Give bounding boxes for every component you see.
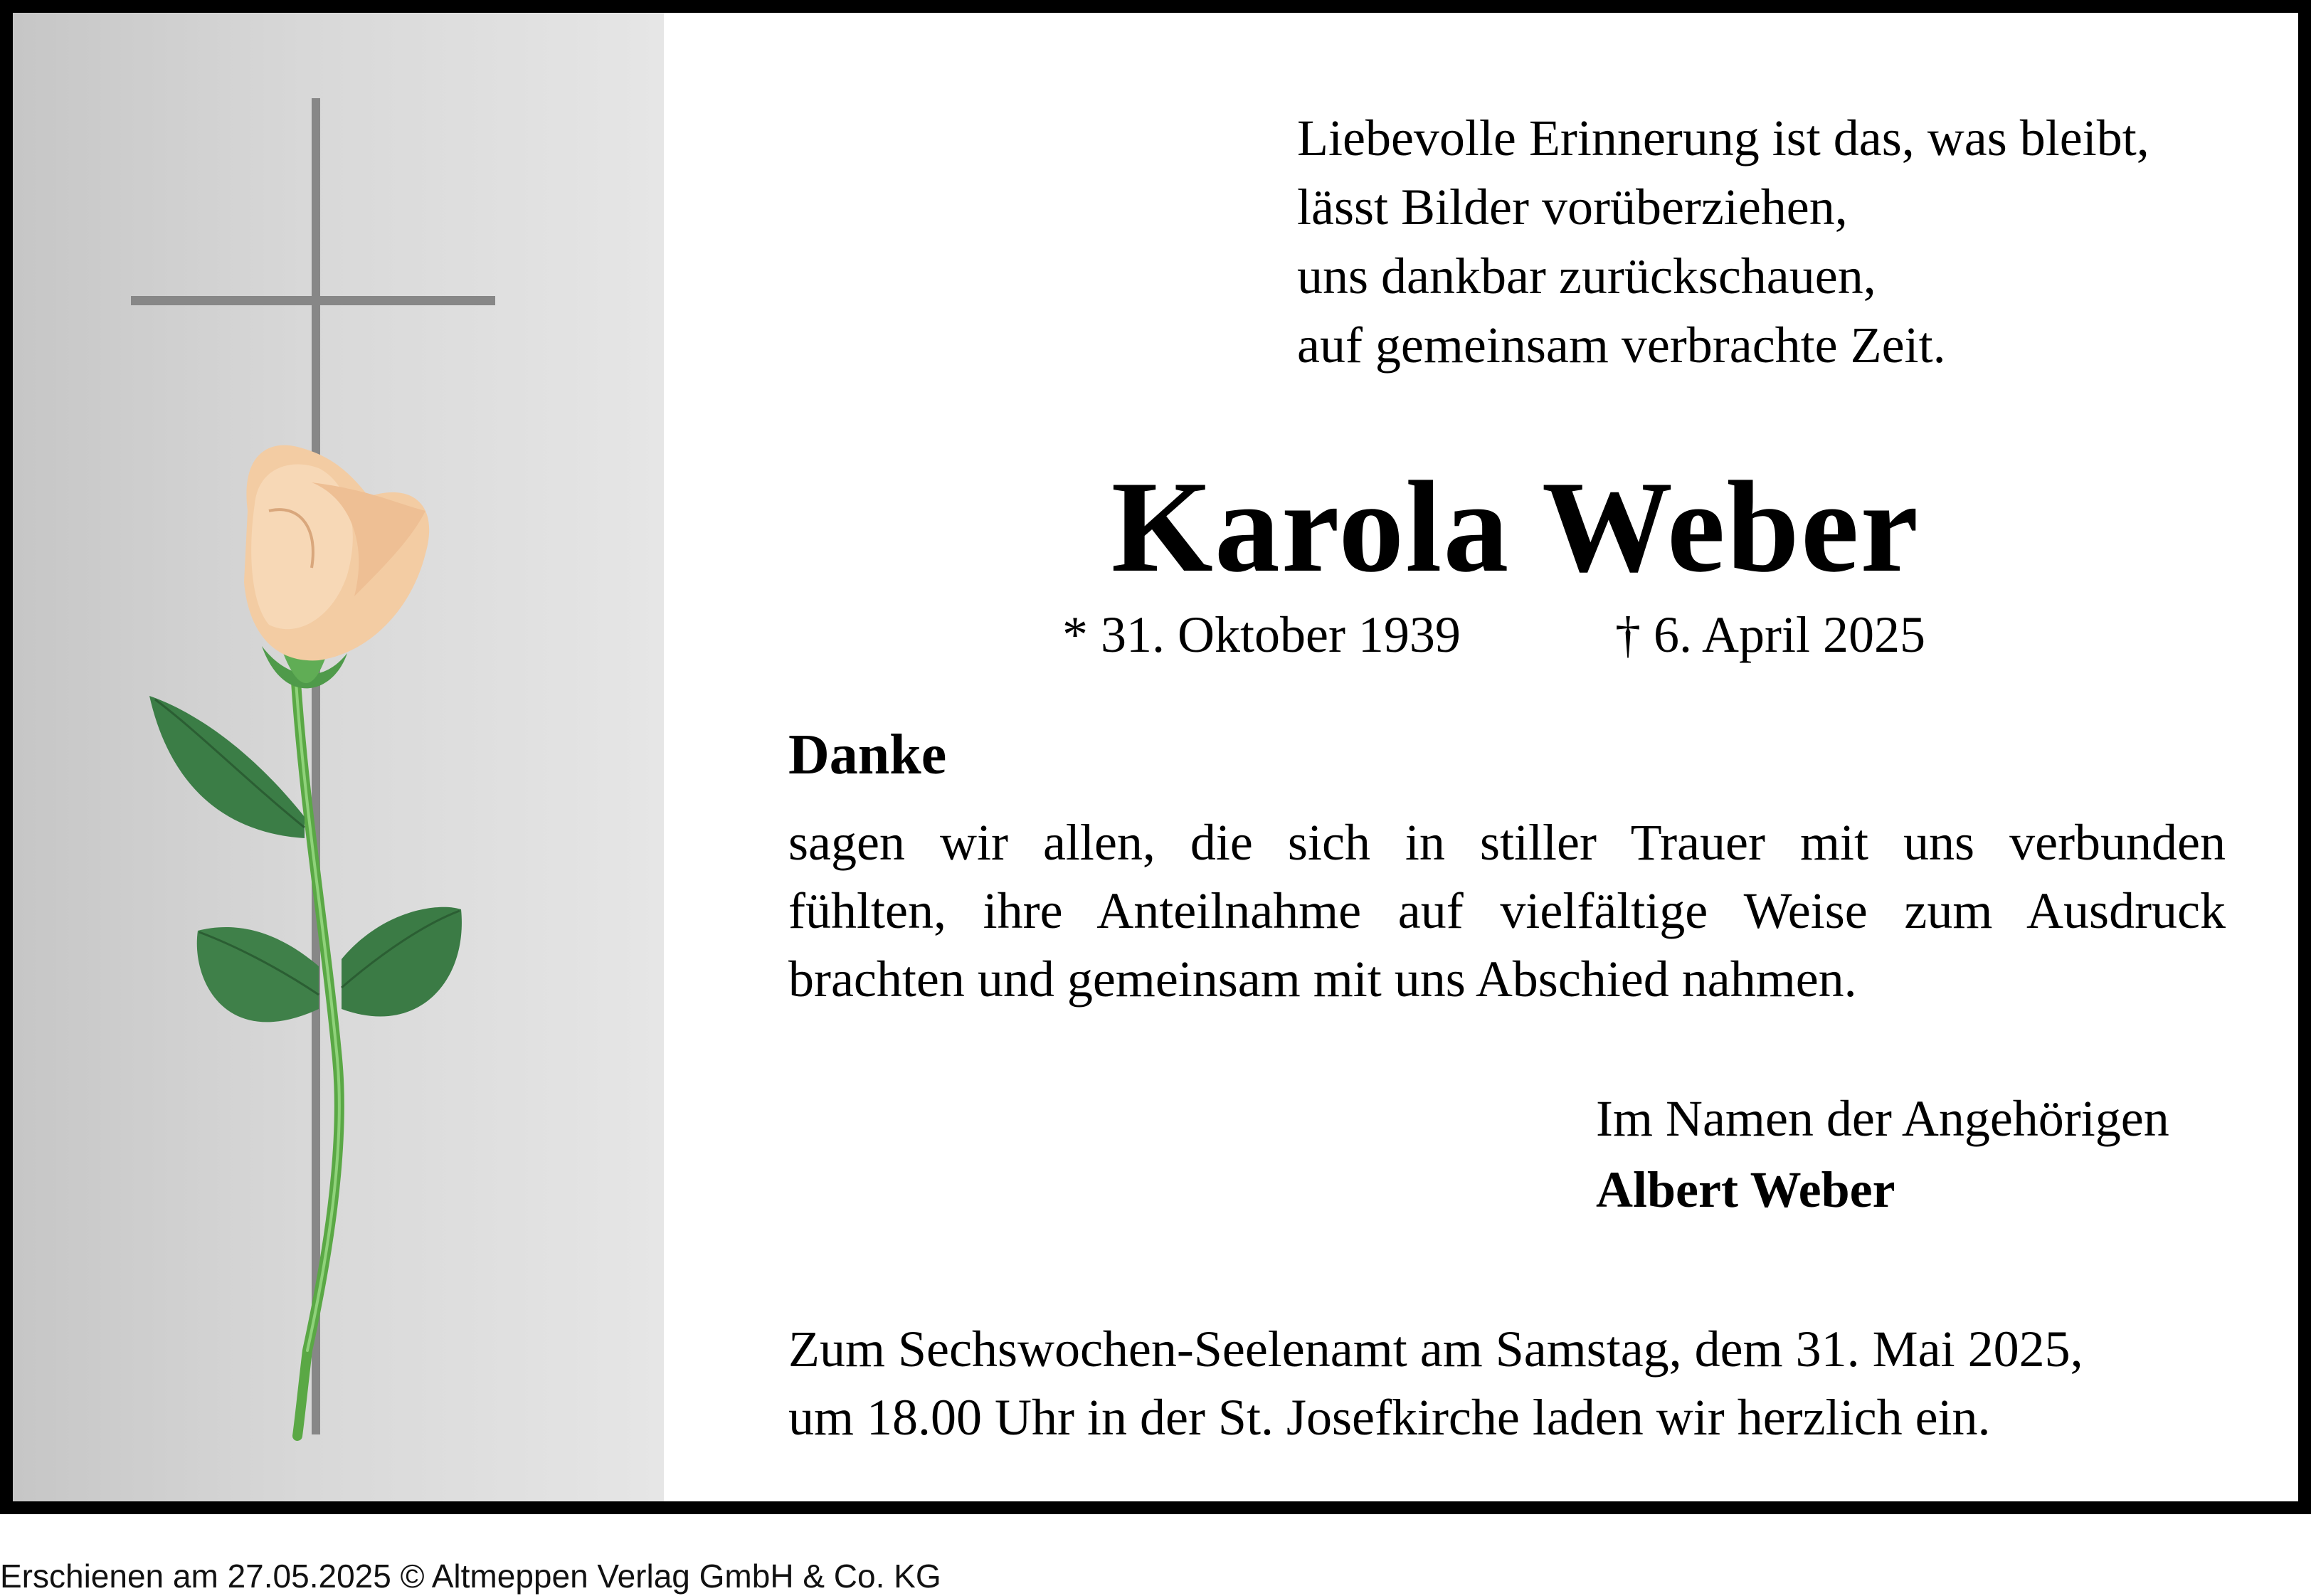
thanks-line: sagen wir allen, die sich in stiller Trauer mit uns verbunden [788,814,2226,871]
service-notice [788,1315,2226,1452]
rose-icon [149,445,462,1436]
thanks-heading: Danke [788,724,947,786]
thanks-text [788,808,2226,1013]
publication-footer: Erschienen am 27.05.2025 © Altmeppen Verlag GmbH & Co. KG [0,1558,941,1595]
memorial-poem [1297,104,2149,380]
notice-line: Zum Sechswochen-Seelenamt am Samstag, dem 31. Mai 2025, [788,1321,2083,1378]
death-date: † 6. April 2025 [1615,606,1926,663]
poem-line: Liebevolle Erinnerung ist das, was bleibt, [1297,110,2149,167]
signature-intro: Im Namen der Angehörigen [1596,1090,2169,1147]
notice-line: um 18.00 Uhr in der St. Josefkirche laden wir herzlich ein. [788,1389,1991,1446]
thanks-line: brachten und gemeinsam mit uns Abschied nahmen. [788,951,1857,1008]
birth-date: * 31. Oktober 1939 [1062,606,1461,663]
poem-line: uns dankbar zurückschauen, [1297,248,1876,305]
deceased-name: Karola Weber [1111,454,1920,599]
poem-line: auf gemeinsam verbrachte Zeit. [1297,317,1946,374]
signature-name: Albert Weber [1596,1161,1895,1218]
thanks-line: fühlten, ihre Anteilnahme auf vielfältige Weise zum Ausdruck [788,882,2226,939]
rose-cross-illustration [13,13,664,1501]
poem-line: lässt Bilder vorüberziehen, [1297,179,1848,236]
